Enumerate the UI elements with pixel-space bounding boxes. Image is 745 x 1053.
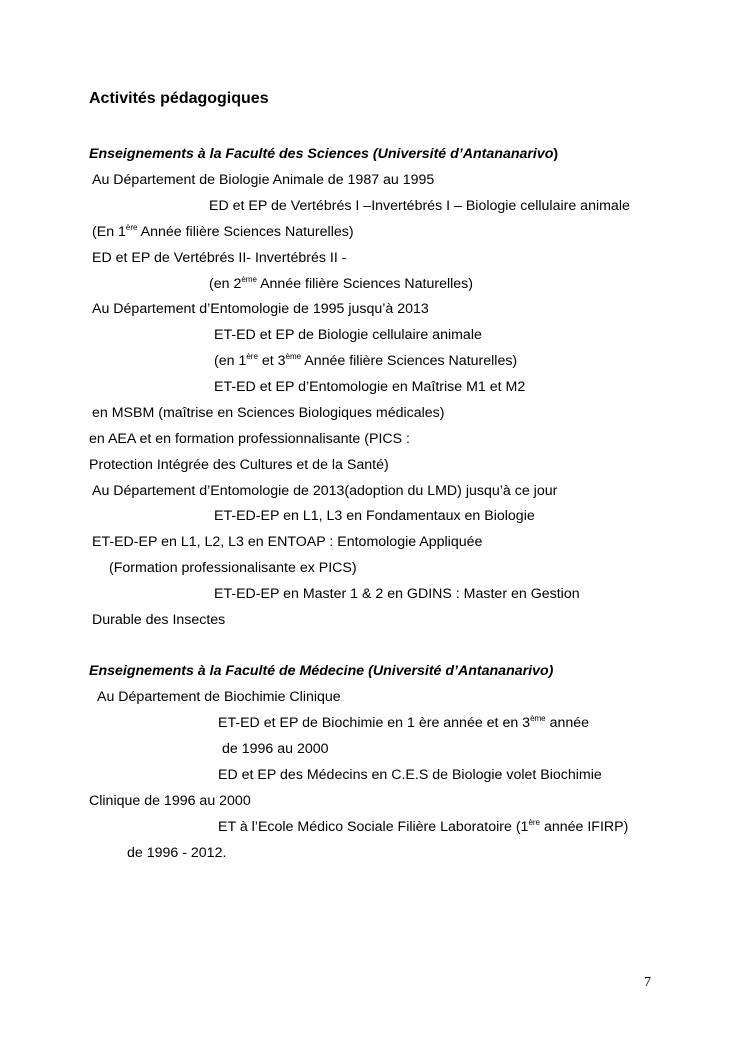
text-line: (Formation professionalisante ex PICS) <box>109 560 357 576</box>
text-line <box>218 818 628 836</box>
text-line: ED et EP des Médecins en C.E.S de Biologie volet Biochimie <box>218 767 602 783</box>
text-part: Année filière Sciences Naturelles) <box>301 353 518 369</box>
text-part: et 3 <box>257 353 286 369</box>
text-line <box>218 714 589 732</box>
text-line: ET-ED et EP de Biologie cellulaire animale <box>214 327 482 343</box>
text-line <box>214 352 517 370</box>
text-line: ED et EP de Vertébrés II- Invertébrés II - <box>92 250 347 266</box>
superscript: ème <box>530 714 546 723</box>
heading-text: Enseignements à la Faculté des Sciences (Université d’Antananarivo <box>89 146 554 162</box>
text-line: en AEA et en formation professionnalisante (PICS : <box>89 431 410 447</box>
text-line: de 1996 - 2012. <box>127 845 227 861</box>
text-line: Au Département d’Entomologie de 1995 jusqu’à 2013 <box>92 301 429 317</box>
text-part: Année filière Sciences Naturelles) <box>256 276 473 292</box>
text-line: Clinique de 1996 au 2000 <box>89 793 251 809</box>
superscript: ère <box>125 223 138 232</box>
text-part: année IFIRP) <box>540 819 629 835</box>
section-heading-sciences <box>89 145 558 163</box>
superscript: ère <box>246 352 258 361</box>
text-line: Protection Intégrée des Cultures et de la Santé) <box>89 457 389 473</box>
page-title: Activités pédagogiques <box>89 90 269 107</box>
section-heading-medecine: Enseignements à la Faculté de Médecine (Université d’Antananarivo) <box>89 663 554 679</box>
text-line: ET-ED et EP d’Entomologie en Maîtrise M1 et M2 <box>214 379 526 395</box>
heading-end: ) <box>553 146 559 162</box>
text-line: Durable des Insectes <box>92 612 226 628</box>
text-part: (En 1 <box>92 224 126 240</box>
text-part: Année filière Sciences Naturelles) <box>137 224 354 240</box>
text-part: année <box>545 715 590 731</box>
text-line: en MSBM (maîtrise en Sciences Biologiques médicales) <box>92 405 445 421</box>
superscript: ème <box>241 275 257 284</box>
text-part: (en 1 <box>214 353 247 369</box>
text-line: ET-ED-EP en L1, L2, L3 en ENTOAP : Entomologie Appliquée <box>92 534 483 550</box>
superscript: ère <box>528 818 540 827</box>
text-line: ET-ED-EP en Master 1 & 2 en GDINS : Master en Gestion <box>214 586 580 602</box>
text-part: ET à l’Ecole Médico Sociale Filière Laboratoire (1 <box>218 819 529 835</box>
text-line: Au Département de Biochimie Clinique <box>97 689 341 705</box>
text-part: ET-ED et EP de Biochimie en 1 ère année et en 3 <box>218 715 531 731</box>
page-number: 7 <box>644 975 651 990</box>
text-line: Au Département de Biologie Animale de 1987 au 1995 <box>92 172 435 188</box>
text-line: ED et EP de Vertébrés I –Invertébrés I – Biologie cellulaire animale <box>209 198 630 214</box>
text-part: (en 2 <box>209 276 242 292</box>
text-line <box>209 275 473 293</box>
text-line: Au Département d’Entomologie de 2013(adoption du LMD) jusqu’à ce jour <box>92 483 558 499</box>
text-line: ET-ED-EP en L1, L3 en Fondamentaux en Biologie <box>214 508 535 524</box>
text-line: de 1996 au 2000 <box>222 741 329 757</box>
superscript: ème <box>285 352 302 361</box>
text-line <box>92 223 354 241</box>
